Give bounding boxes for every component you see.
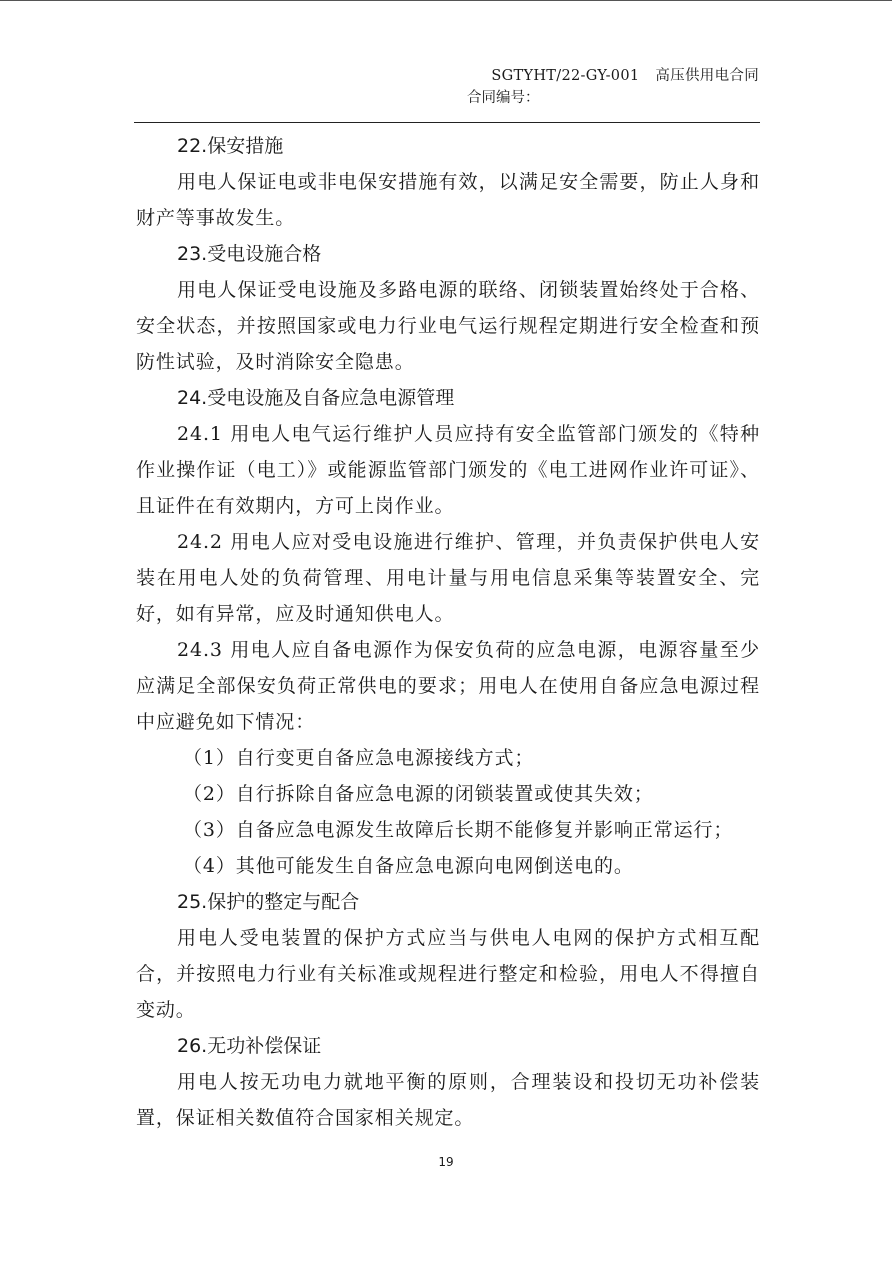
list-item: （2）自行拆除自备应急电源的闭锁装置或使其失效；: [183, 783, 654, 805]
body-paragraph: 24.2 用电人应对受电设施进行维护、管理，并负责保护供电人安装在用电人处的负荷管理、用电计量与用电信息采集等装置安全、完好，如有异常，应及时通知供电人。: [136, 531, 760, 625]
body-paragraph: 24.3 用电人应自备电源作为保安负荷的应急电源，电源容量至少应满足全部保安负荷正常供电的要求；用电人在使用自备应急电源过程中应避免如下情况：: [136, 639, 760, 733]
document-body: [136, 128, 760, 1136]
list-item: （1）自行变更自备应急电源接线方式；: [183, 747, 535, 769]
section-heading: 23.受电设施合格: [177, 243, 322, 265]
body-paragraph: 用电人保证电或非电保安措施有效，以满足安全需要，防止人身和财产等事故发生。: [136, 171, 760, 229]
page-number: 19: [438, 1155, 454, 1169]
section-heading: 24.受电设施及自备应急电源管理: [177, 387, 455, 409]
body-paragraph: 用电人按无功电力就地平衡的原则，合理装设和投切无功补偿装置，保证相关数值符合国家相关规定。: [136, 1071, 760, 1129]
body-paragraph: 用电人受电装置的保护方式应当与供电人电网的保护方式相互配合，并按照电力行业有关标准或规程进行整定和检验，用电人不得擅自变动。: [136, 927, 760, 1021]
document-code: SGTYHT/22-GY-001: [491, 68, 640, 84]
section-heading: 22.保安措施: [177, 135, 284, 157]
document-title: 高压供用电合同: [655, 68, 759, 84]
header-rule: [134, 122, 760, 123]
body-paragraph: 24.1 用电人电气运行维护人员应持有安全监管部门颁发的《特种作业操作证（电工）》或能源监管部门颁发的《电工进网作业许可证》、且证件在有效期内，方可上岗作业。: [136, 423, 760, 517]
list-item: （3）自备应急电源发生故障后长期不能修复并影响正常运行；: [183, 819, 734, 841]
list-item: （4）其他可能发生自备应急电源向电网倒送电的。: [183, 855, 634, 877]
contract-number-label: 合同编号：: [467, 90, 540, 106]
page-top-border: [0, 0, 892, 1]
body-paragraph: 用电人保证受电设施及多路电源的联络、闭锁装置始终处于合格、安全状态，并按照国家或电力行业电气运行规程定期进行安全检查和预防性试验，及时消除安全隐患。: [136, 279, 760, 373]
section-heading: 25.保护的整定与配合: [177, 891, 360, 913]
running-header: [491, 64, 759, 85]
section-heading: 26.无功补偿保证: [177, 1035, 322, 1057]
